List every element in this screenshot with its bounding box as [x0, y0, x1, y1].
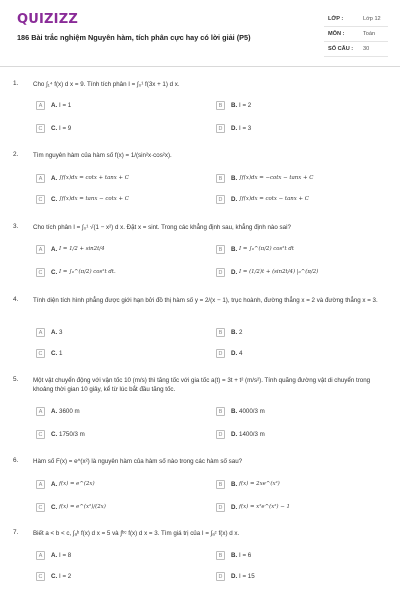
option-label: B.: [231, 481, 238, 488]
option-label: A.: [51, 246, 58, 253]
meta-row-count: [324, 42, 388, 57]
option-text: 2: [239, 329, 243, 336]
option-text: 3600 m: [59, 408, 80, 415]
question-text: Biết a < b < c, ∫ₐᵇ f(x) d x = 5 và ∫ᵇᶜ f(x) d x = 3. Tìm giá trị của I = ∫ₐᶜ f(x) d x.: [33, 530, 240, 537]
option-label: C.: [51, 350, 58, 357]
option-text: f(x) = e^(x²)/(2x): [59, 504, 106, 510]
option-letter-box: A: [36, 101, 45, 110]
question-number: 4.: [13, 296, 19, 303]
question-number: 7.: [13, 529, 19, 536]
option-label: D.: [231, 125, 238, 132]
option-letter-box: D: [216, 349, 225, 358]
option-label: D.: [231, 573, 238, 580]
question-text: Hàm số F(x) = e^(x²) là nguyên hàm của hàm số nào trong các hàm số sau?: [33, 458, 243, 465]
option-label: C.: [51, 431, 58, 438]
meta-label: SỐ CÂU :: [328, 46, 354, 52]
question-number: 2.: [13, 151, 19, 158]
option-text: I = 1/2 + sin2t/4: [59, 246, 105, 252]
question-number: 5.: [13, 376, 19, 383]
option-text: ∫f(x)dx = cotx − tanx + C: [239, 196, 309, 202]
option-letter-box: A: [36, 407, 45, 416]
option-text: ∫f(x)dx = −cotx − tanx + C: [239, 175, 314, 181]
option-letter-box: B: [216, 174, 225, 183]
option-text: 4: [239, 350, 243, 357]
option-label: A.: [51, 408, 58, 415]
option-letter-box: C: [36, 195, 45, 204]
option-text: 1750/3 m: [59, 431, 85, 438]
option-label: D.: [231, 504, 238, 511]
option-label: B.: [231, 102, 238, 109]
meta-value: 30: [363, 46, 370, 52]
option-letter-box: B: [216, 101, 225, 110]
option-letter-box: D: [216, 268, 225, 277]
option-label: C.: [51, 196, 58, 203]
option-text: 4000/3 m: [239, 408, 265, 415]
option-letter-box: D: [216, 572, 225, 581]
option-label: A.: [51, 481, 58, 488]
option-text: I = 1: [59, 102, 72, 109]
option-letter-box: C: [36, 503, 45, 512]
meta-label: LỚP :: [328, 16, 344, 22]
option-label: A.: [51, 552, 58, 559]
option-label: A.: [51, 329, 58, 336]
option-letter-box: C: [36, 349, 45, 358]
option-label: A.: [51, 102, 58, 109]
option-label: D.: [231, 196, 238, 203]
option-letter-box: D: [216, 195, 225, 204]
worksheet-header: [0, 0, 400, 67]
question-number: 1.: [13, 80, 19, 87]
worksheet-title: 186 Bài trắc nghiệm Nguyên hàm, tích phân cực hay có lời giải (P5): [17, 33, 251, 42]
option-letter-box: B: [216, 407, 225, 416]
option-text: f(x) = e^(2x): [59, 481, 95, 487]
option-letter-box: B: [216, 328, 225, 337]
option-label: B.: [231, 246, 238, 253]
question-number: 3.: [13, 223, 19, 230]
question-text: Cho ∫₁⁴ f(x) d x = 9. Tính tích phân I = ∫₀¹ f(3x + 1) d x.: [33, 81, 180, 88]
meta-row-subject: [324, 27, 388, 42]
question-text: Tính diện tích hình phẳng được giới hạn bởi đồ thị hàm số y = 2/(x − 1), trục hoành, đường thẳng x = 2 và đường thẳng x = 3.: [33, 297, 378, 304]
option-letter-box: C: [36, 124, 45, 133]
meta-value: Lớp 12: [363, 16, 381, 22]
option-letter-box: B: [216, 245, 225, 254]
option-letter-box: A: [36, 328, 45, 337]
option-text: I = 2: [239, 102, 252, 109]
meta-value: Toán: [363, 31, 376, 37]
option-letter-box: A: [36, 174, 45, 183]
option-label: D.: [231, 350, 238, 357]
option-text: 1: [59, 350, 63, 357]
meta-row-class: [324, 12, 388, 27]
option-letter-box: A: [36, 480, 45, 489]
option-text: I = 8: [59, 552, 72, 559]
option-text: I = 15: [239, 573, 255, 580]
option-letter-box: B: [216, 480, 225, 489]
option-label: C.: [51, 125, 58, 132]
quizizz-logo: QUIZIZZ: [17, 12, 78, 27]
option-text: I = 3: [239, 125, 252, 132]
option-letter-box: A: [36, 551, 45, 560]
option-label: D.: [231, 431, 238, 438]
option-text: f(x) = x²e^(x²) − 1: [239, 504, 290, 510]
option-text: 3: [59, 329, 63, 336]
option-text: 1400/3 m: [239, 431, 265, 438]
option-text: f(x) = 2xe^(x²): [239, 481, 280, 487]
option-letter-box: C: [36, 430, 45, 439]
option-text: I = (1/2)t + (sin2t/4) |₀^(π/2): [239, 269, 319, 275]
option-label: C.: [51, 504, 58, 511]
option-label: B.: [231, 552, 238, 559]
option-letter-box: C: [36, 268, 45, 277]
option-text: I = ∫₀^(π/2) cos²t dt.: [59, 269, 116, 275]
option-text: I = 9: [59, 125, 72, 132]
question-text: Cho tích phân I = ∫₀¹ √(1 − x²) d x. Đặt x = sint. Trong các khẳng định sau, khẳng định nào sai?: [33, 224, 291, 231]
meta-label: MÔN :: [328, 31, 345, 37]
option-label: C.: [51, 573, 58, 580]
question-number: 6.: [13, 457, 19, 464]
option-label: B.: [231, 175, 238, 182]
option-text: ∫f(x)dx = cotx + tanx + C: [59, 175, 129, 181]
option-label: D.: [231, 269, 238, 276]
option-letter-box: D: [216, 124, 225, 133]
option-text: I = 6: [239, 552, 252, 559]
option-label: B.: [231, 408, 238, 415]
option-letter-box: D: [216, 430, 225, 439]
option-label: C.: [51, 269, 58, 276]
option-text: I = ∫₀^(π/2) cos²t dt: [239, 246, 294, 252]
option-text: I = 2: [59, 573, 72, 580]
question-text: Tìm nguyên hàm của hàm số f(x) = 1/(sin²x·cos²x).: [33, 152, 172, 159]
option-letter-box: D: [216, 503, 225, 512]
option-label: B.: [231, 329, 238, 336]
option-letter-box: A: [36, 245, 45, 254]
option-text: ∫f(x)dx = tanx − cotx + C: [59, 196, 129, 202]
option-letter-box: B: [216, 551, 225, 560]
option-label: A.: [51, 175, 58, 182]
option-letter-box: C: [36, 572, 45, 581]
question-text: Một vật chuyển động với vận tốc 10 (m/s) thì tăng tốc với gia tốc a(t) = 3t + t² (m/s²). Tính quãng đường vật di chuyển trong khoảng thời gian 10 giây, kể từ lúc bắt đầu tăng tốc.: [33, 377, 371, 393]
